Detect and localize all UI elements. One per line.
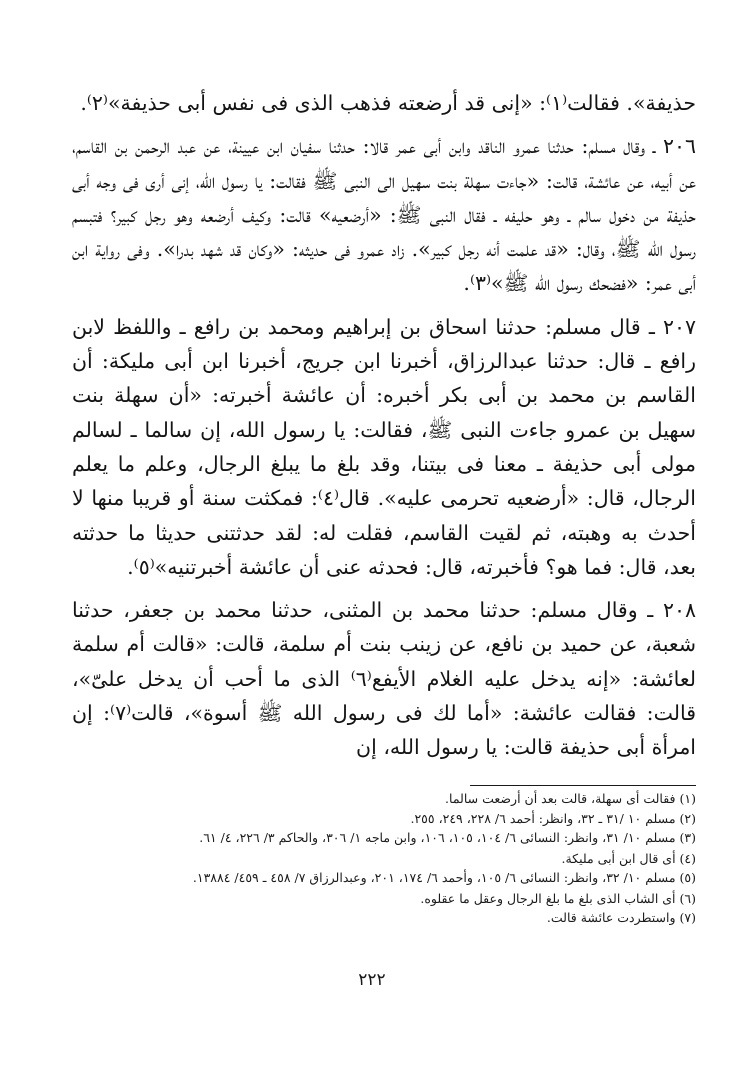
footnote-4: (٤) أى قال ابن أبى مليكة. <box>561 850 696 866</box>
hadith-207: ٢٠٧ ـ قال مسلم: حدثنا اسحاق بن إبراهيم ومحمد بن رافع ـ واللفظ لابن رافع ـ قال: حدثنا عبدالرزاق، أخبرنا ابن جريج، أخبرنا ابن أبى مليكة: أن القاسم بن محمد بن أبى بكر أخبره: أن عائشة أخبرته: «أن سهلة بنت سهيل بن عمرو جاءت النبى ﷺ، فقالت: يا رسول الله، إن سالما ـ لسالم مولى أبى حذيفة ـ معنا فى بيتنا، وقد بلغ ما يبلغ الرجال، وعلم ما يعلم الرجال، قال: «أرضعيه تحرمى عليه». قال⁽٤⁾: فمكثت سنة أو قريبا منها لا أحدث به وهبته، ثم لقيت القاسم، فقلت له: لقد حدثتنى حديثا ما حدثته بعد، قال: فما هو؟ فأخبرته، قال: فحدثه عنى أن عائشة أخبرتنيه»⁽٥⁾. <box>72 314 696 579</box>
footnote-6: (٦) أى الشاب الذى بلغ ما بلغ الرجال وعقل ما عقلوه. <box>420 890 696 906</box>
hadith-206: ٢٠٦ ـ وقال مسلم: حدثنا عمرو الناقد وابن أبى عمر قالا: حدثنا سفيان ابن عيينة، عن عبد الرحمن بن القاسم، عن أبيه، عن عائشة، قالت: «جاءت سهلة بنت سهيل الى النبى ﷺ فقالت: يا رسول الله، إنى أرى فى وجه أبى حذيفة من دخول سالم ـ وهو حليفه ـ فقال النبى ﷺ: «أرضعيه» قالت: وكيف أرضعه وهو رجل كبير؟ فتبسم رسول الله ﷺ، وقال: «قد علمت أنه رجل كبير». زاد عمرو فى حديثه: «وكان قد شهد بدرا». وفى رواية ابن أبى عمر: «فضحك رسول الله ﷺ»⁽٣⁾. <box>72 134 696 296</box>
hadith-208: ٢٠٨ ـ وقال مسلم: حدثنا محمد بن المثنى، حدثنا محمد بن جعفر، حدثنا شعبة، عن حميد بن نافع، عن زينب بنت أم سلمة، قالت: «قالت أم سلمة لعائشة: «إنه يدخل عليه الغلام الأيفع⁽٦⁾ الذى ما أحب أن يدخل علىّ»، قالت: فقالت عائشة: «أما لك فى رسول الله ﷺ أسوة»، قالت⁽٧⁾: إن امرأة أبى حذيفة قالت: يا رسول الله، إن <box>72 598 696 760</box>
paragraph-continuation: حذيفة». فقالت⁽١⁾: «إنى قد أرضعته فذهب الذى فى نفس أبى حذيفة»⁽٢⁾. <box>80 91 696 115</box>
footnote-1: (١) فقالت أى سهلة، قالت بعد أن أرضعت سالما. <box>445 791 696 806</box>
footnote-2: (٢) مسلم ١٠ /٣١ ـ ٣٢، وانظر: أحمد ٦/ ٢٢٨، ٢٤٩، ٢٥٥. <box>410 810 696 826</box>
footnote-3: (٣) مسلم ١٠/ ٣١، وانظر: النسائى ٦/ ١٠٤، ١٠٥، ١٠٦، وابن ماجه ١/ ٣٠٦، والحاكم ٣/ ٢٢٦، ٤/ ٦١. <box>199 830 696 845</box>
main-text <box>72 86 696 765</box>
footnotes <box>66 789 696 928</box>
footnote-divider <box>470 785 696 786</box>
footnote-5: (٥) مسلم ١٠/ ٣٢، وانظر: النسائى ٦/ ١٠٥، وأحمد ٦/ ١٧٤، ٢٠١، وعبدالرزاق ٧/ ٤٥٨ ـ ٤٥٩/ ١٣٨٨٤. <box>192 870 696 885</box>
footnote-7: (٧) واستطردت عائشة قالت. <box>546 910 696 925</box>
page-number: ٢٢٢ <box>358 970 386 990</box>
